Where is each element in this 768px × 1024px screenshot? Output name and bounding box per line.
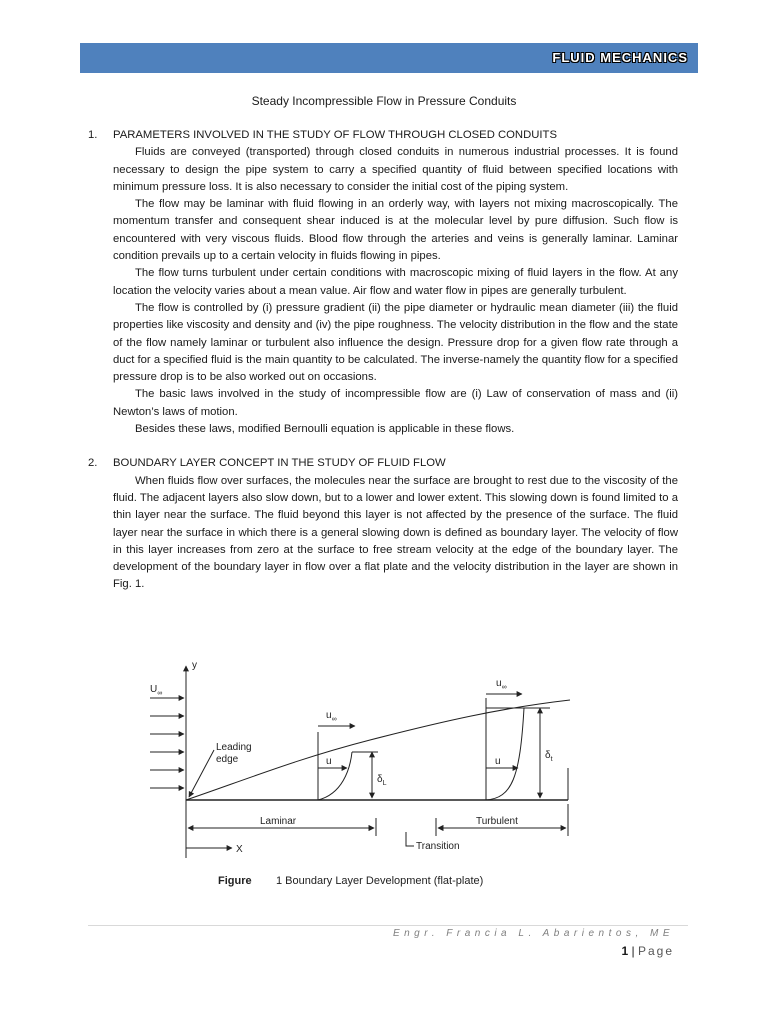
free-stream-label: $U_\infty$ — [150, 684, 163, 697]
paragraph: The flow may be laminar with fluid flowing in an orderly way, with layers not mixing macroscopically. The momentum transfer and consequent shear induced is at the molecular level by pure diffusion. Such flow is encountered with very viscous fluids. Blood flow through the arteries and veins is generally laminar. Laminar condition prevails up to a certain velocity in fluids flowing in pipes. — [113, 198, 678, 263]
header-bar — [80, 43, 698, 73]
laminar-u-inf-label: $u_\infty$ — [326, 710, 337, 723]
laminar-u-label: u — [326, 756, 332, 767]
paragraph: The flow is controlled by (i) pressure gradient (ii) the pipe diameter or hydraulic mean diameter (iii) the fluid properties like viscosity and density and (iv) the pipe roughness. The velocity distribution in the flow and the state of the flow namely laminar or turbulent also influence the design. Pressure drop for a given flow rate through a duct for a specified fluid is the main quantity to be calculated. The inverse-namely the quantity flow for a specified pressure drop is to be also worked out on occasions. — [113, 301, 678, 384]
x-axis-label: X — [236, 844, 243, 855]
section-heading: PARAMETERS INVOLVED IN THE STUDY OF FLOW THROUGH CLOSED CONDUITS — [113, 129, 557, 141]
footer-page-number — [621, 944, 674, 958]
document-title: Steady Incompressible Flow in Pressure Conduits — [251, 94, 517, 108]
section-2 — [88, 455, 678, 593]
paragraph: Fluids are conveyed (transported) through closed conduits in numerous industrial processes. It is found necessary to design the pipe system to carry a specified quantity of fluid between specified locations with minimum pressure loss. It is also necessary to consider the initial cost of the piping system. — [113, 146, 678, 193]
leading-edge-label: Leading edge — [216, 742, 252, 765]
turbulent-u-label: u — [495, 756, 501, 767]
leading-edge-pointer — [189, 750, 214, 797]
section-heading: BOUNDARY LAYER CONCEPT IN THE STUDY OF FLUID FLOW — [113, 457, 446, 470]
laminar-delta-label: $\delta_L$ — [377, 774, 387, 787]
turbulent-u-inf-label: $u_\infty$ — [496, 678, 507, 691]
turbulent-label: Turbulent — [476, 816, 518, 827]
paragraph: The basic laws involved in the study of incompressible flow are (i) Law of conservation of mass and (ii) Newton’s laws of motion. — [113, 388, 678, 418]
transition-label: Transition — [416, 841, 460, 852]
paragraph: The flow turns turbulent under certain conditions with macroscopic mixing of fluid layers in the flow. At any location the velocity varies about a mean value. Air flow and water flow in pipes are generally turbulent. — [113, 267, 678, 297]
figure-caption-text: 1 Boundary Layer Development (flat-plate) — [276, 875, 484, 887]
turbulent-profile-curve — [486, 708, 524, 800]
footer-divider — [88, 925, 688, 926]
laminar-profile-curve — [318, 752, 352, 800]
section-number: 2. — [88, 457, 98, 470]
transition-pointer — [406, 832, 414, 846]
header-title: FLUID MECHANICS — [552, 50, 688, 65]
footer-author: Engr. Francia L. Abarientos, ME — [392, 928, 674, 939]
boundary-layer-figure — [140, 658, 580, 896]
paragraph: When fluids flow over surfaces, the molecules near the surface are brought to rest due to the viscosity of the fluid. The adjacent layers also slow down, but to a lower and lower extent. This slowing down is found limited to a thin layer near the surface. The fluid beyond this layer is not affected by the presence of the surface. The fluid layer near the surface in which there is a general slowing down is defined as boundary layer. The velocity of flow in this layer increases from zero at the surface to free stream velocity at the edge of the boundary layer. The development of the boundary layer in flow over a flat plate and the velocity distribution in the layer are shown in Fig. 1. — [113, 474, 678, 591]
turbulent-delta-label: $\delta_t$ — [545, 750, 553, 763]
page-label: Page — [637, 944, 674, 958]
y-axis-label: y — [192, 660, 197, 671]
page-separator: | — [631, 944, 635, 958]
paragraph: Besides these laws, modified Bernoulli equation is applicable in these flows. — [135, 423, 515, 436]
document-body — [88, 127, 678, 594]
laminar-label: Laminar — [260, 816, 297, 827]
section-1 — [88, 127, 678, 438]
page-number: 1 — [621, 944, 629, 958]
section-number: 1. — [88, 129, 98, 141]
figure-caption-label: Figure — [218, 875, 252, 887]
